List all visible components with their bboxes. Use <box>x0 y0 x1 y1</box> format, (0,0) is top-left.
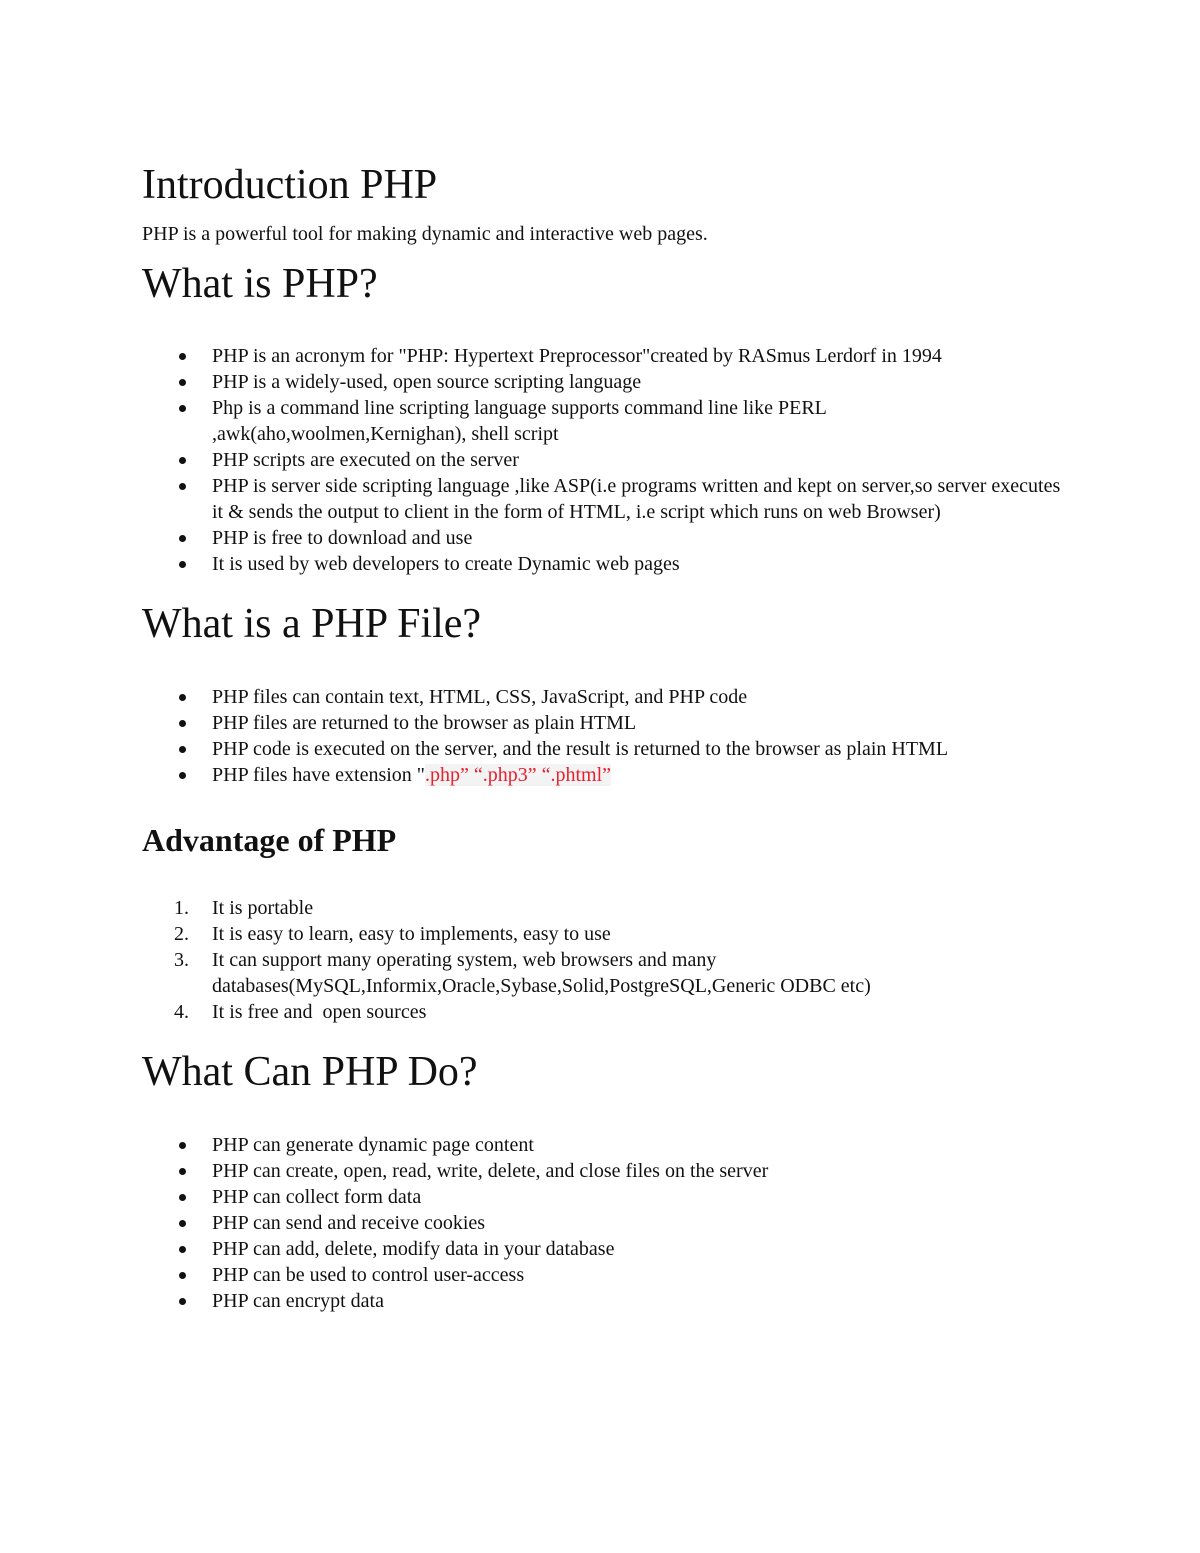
can-do-list <box>142 1132 1062 1314</box>
list-item: PHP can create, open, read, write, delete, and close files on the server <box>142 1158 1062 1184</box>
item-text: It is free and open sources <box>212 1001 427 1023</box>
list-item: PHP is an acronym for "PHP: Hypertext Preprocessor"created by RASmus Lerdorf in 1994 <box>142 343 1062 369</box>
list-item: It is used by web developers to create Dynamic web pages <box>142 551 1062 577</box>
list-item: PHP can add, delete, modify data in your database <box>142 1236 1062 1262</box>
document-page <box>142 160 1062 1314</box>
list-item: Php is a command line scripting language supports command line like PERL ,awk(aho,woolmen,Kernighan), shell script <box>142 395 972 447</box>
list-item: PHP can be used to control user-access <box>142 1262 1062 1288</box>
what-is-php-list <box>142 343 1062 577</box>
what-is-php-title: What is PHP? <box>142 261 378 307</box>
item-text: It is easy to learn, easy to implements, easy to use <box>212 923 611 945</box>
list-item: PHP files are returned to the browser as plain HTML <box>142 710 1062 736</box>
php-file-list <box>142 684 1062 788</box>
extension-label: PHP files have extension " <box>212 764 425 786</box>
item-text: It is portable <box>212 897 314 919</box>
list-item: PHP code is executed on the server, and the result is returned to the browser as plain HTML <box>142 736 1062 762</box>
list-item-extensions <box>142 762 1062 788</box>
extension-highlight: .php” “.php3” “.phtml” <box>424 764 612 786</box>
list-item: PHP can generate dynamic page content <box>142 1132 1062 1158</box>
intro-text: PHP is a powerful tool for making dynamic and interactive web pages. <box>142 223 708 245</box>
can-do-title: What Can PHP Do? <box>142 1049 478 1095</box>
item-number: 3. <box>174 949 189 971</box>
list-item: PHP is free to download and use <box>142 525 1062 551</box>
advantage-list <box>142 895 1062 1025</box>
list-item: PHP files can contain text, HTML, CSS, JavaScript, and PHP code <box>142 684 1062 710</box>
php-file-title: What is a PHP File? <box>142 601 482 647</box>
intro-title: Introduction PHP <box>142 162 438 208</box>
list-item: PHP can send and receive cookies <box>142 1210 1062 1236</box>
advantage-title: Advantage of PHP <box>142 822 397 858</box>
list-item: PHP is server side scripting language ,like ASP(i.e programs written and kept on server,so server executes it & sends the output to client in the form of HTML, i.e script which runs on web Browser) <box>142 473 1062 525</box>
item-text: It can support many operating system, web browsers and many databases(MySQL,Informix,Oracle,Sybase,Solid,PostgreSQL,Generic ODBC etc) <box>212 949 871 997</box>
list-item: PHP is a widely-used, open source scripting language <box>142 369 1062 395</box>
numbered-item <box>142 895 1062 921</box>
list-item: PHP can encrypt data <box>142 1288 1062 1314</box>
list-item: PHP can collect form data <box>142 1184 1062 1210</box>
numbered-item <box>142 921 1062 947</box>
item-number: 4. <box>174 1001 189 1023</box>
list-item: PHP scripts are executed on the server <box>142 447 1062 473</box>
numbered-item <box>142 999 1062 1025</box>
item-number: 2. <box>174 923 189 945</box>
numbered-item <box>142 947 972 999</box>
item-number: 1. <box>174 897 189 919</box>
